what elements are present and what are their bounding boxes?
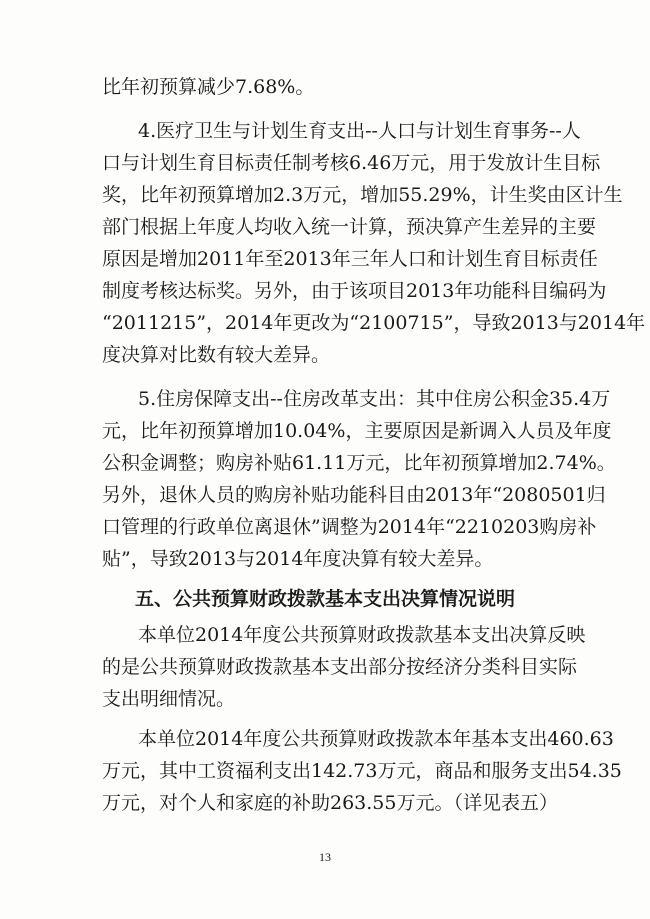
body-line: 本单位2014年度公共预算财政拨款本年基本支出460.63	[138, 728, 614, 750]
body-line: 4.医疗卫生与计划生育支出--人口与计划生育事务--人	[138, 120, 581, 142]
body-line: 另外，退休人员的购房补贴功能科目由2013年“2080501归	[102, 484, 606, 506]
section-heading: 五、公共预算财政拨款基本支出决算情况说明	[135, 588, 516, 610]
page-number: 13	[319, 850, 331, 864]
body-line: 原因是增加2011年至2013年三年人口和计划生育目标责任	[102, 248, 598, 270]
body-line: 贴”，导致2013与2014年度决算有较大差异。	[102, 548, 494, 570]
body-line: 万元，其中工资福利支出142.73万元，商品和服务支出54.35	[102, 760, 622, 782]
body-line: 奖，比年初预算增加2.3万元，增加55.29%，计生奖由区计生	[102, 184, 623, 206]
body-line: 的是公共预算财政拨款基本支出部分按经济分类科目实际	[102, 656, 578, 678]
body-line: 公积金调整；购房补贴61.11万元，比年初预算增加2.74%。	[102, 452, 616, 474]
body-line: 5.住房保障支出--住房改革支出：其中住房公积金35.4万	[138, 388, 611, 410]
body-line: 制度考核达标奖。另外，由于该项目2013年功能科目编码为	[102, 280, 607, 302]
body-line: 比年初预算减少7.68%。	[102, 76, 315, 98]
body-line: 元，比年初预算增加10.04%，主要原因是新调入人员及年度	[102, 420, 612, 442]
body-line: 度决算对比数有较大差异。	[102, 344, 331, 366]
body-line: “2011215”，2014年更改为“2100715”，导致2013与2014年	[102, 312, 646, 334]
body-line: 口管理的行政单位离退休”调整为2014年“2210203购房补	[102, 516, 597, 538]
body-line: 支出明细情况。	[102, 688, 236, 710]
body-line: 本单位2014年度公共预算财政拨款基本支出决算反映	[138, 624, 586, 646]
body-line: 口与计划生育目标责任制考核6.46万元，用于发放计生目标	[102, 152, 601, 174]
body-line: 部门根据上年度人均收入统一计算，预决算产生差异的主要	[102, 216, 597, 238]
body-line: 万元，对个人和家庭的补助263.55万元。（详见表五）	[102, 792, 558, 814]
